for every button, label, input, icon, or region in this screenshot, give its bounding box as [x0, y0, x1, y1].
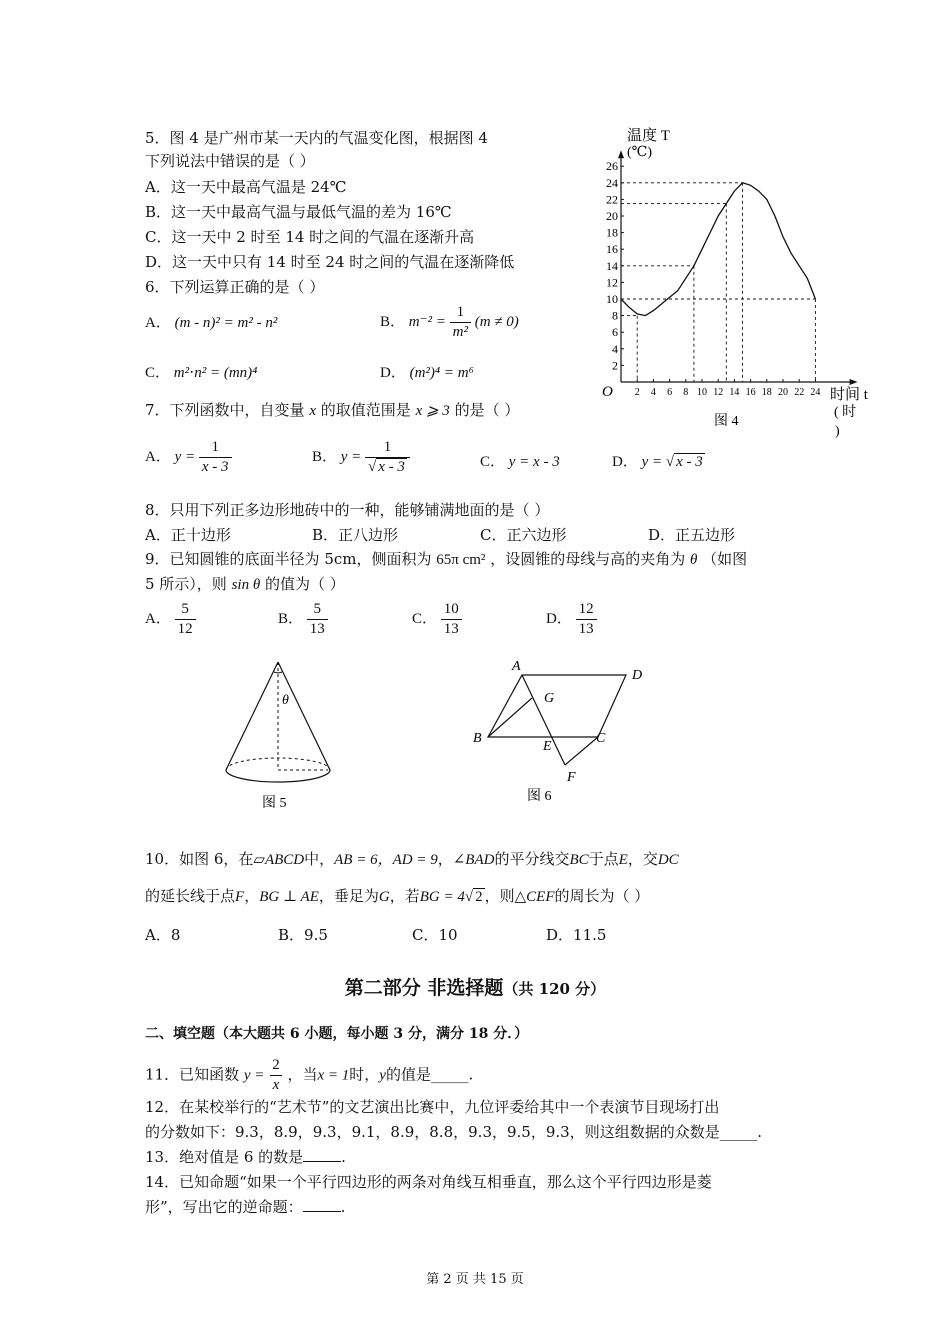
- q8-option-a: A．正十边形: [145, 526, 231, 544]
- q9-stem2-b: 的值为（ ）: [265, 575, 345, 593]
- q5-stem-line2: 下列说法中错误的是（ ）: [145, 152, 315, 170]
- q6-b-label: B．: [380, 313, 406, 330]
- q9-b-den: 13: [307, 619, 328, 637]
- fig4-x-tick-label: 14: [729, 387, 740, 398]
- fig4-y-tick-label: 26: [606, 159, 618, 174]
- fig6-label-f: F: [567, 770, 576, 785]
- q10-option-a: A．8: [145, 926, 181, 944]
- q7-c-expr: y = x - 3: [508, 454, 560, 470]
- q10-l2-j: △CEF: [514, 889, 555, 905]
- fig4-y-tick-label: 18: [606, 225, 618, 240]
- q10-l1-f: ∠BAD: [452, 852, 495, 868]
- q7-c-label: C．: [480, 454, 506, 470]
- fig6-label-c: C: [596, 731, 606, 746]
- q9-a-den: 12: [175, 619, 196, 637]
- q10-l2-c: ，: [244, 887, 260, 905]
- part2-title-main: 第二部分 非选择题: [344, 977, 504, 999]
- part2-title-sub: （共 120 分）: [503, 980, 606, 998]
- q7-option-a: [145, 440, 232, 475]
- q10-l2-h: BG = 4: [419, 889, 465, 905]
- q10-l1-k: ，交: [627, 850, 658, 868]
- q6-option-b: [380, 305, 519, 340]
- q6-b-num: 1: [456, 304, 465, 320]
- q7-var: x: [309, 403, 316, 419]
- q7-d-lhs: y =: [641, 454, 663, 470]
- q10-l2-a: 的延长线于点: [145, 887, 236, 905]
- q14-line2: [145, 1197, 345, 1217]
- fig6-caption: 图 6: [527, 789, 552, 804]
- q10-l2-f: G: [378, 889, 390, 905]
- q6-c-expr: m²⋅n² = (mn)⁴: [173, 365, 258, 381]
- q11-d: 的值是_____.: [385, 1065, 474, 1084]
- q7-stem-b: 的取值范围是: [320, 401, 411, 419]
- q8-option-b: B．正八边形: [312, 526, 399, 544]
- q10-line1: [145, 849, 679, 870]
- q14-l2b: .: [340, 1198, 346, 1216]
- q14-line1: 14．已知命题“如果一个平行四边形的两条对角线互相垂直，那么这个平行四边形是菱: [145, 1173, 712, 1191]
- q9-stem1-c: ，设圆锥的母线与高的夹角为: [490, 550, 686, 568]
- q9-a-label: A．: [145, 610, 171, 627]
- q7-d-rad: x - 3: [676, 454, 703, 470]
- q7-stem: [145, 400, 519, 421]
- q7-a-lhs: y =: [174, 448, 196, 465]
- q7-d-label: D．: [612, 454, 638, 470]
- fig4-x-tick-label: 4: [650, 387, 656, 398]
- q7-b-fraction: [365, 440, 410, 475]
- q6-b-lhs: m⁻² =: [408, 313, 446, 330]
- q11-den: x: [270, 1075, 283, 1093]
- cone-angle-arc: [274, 672, 282, 673]
- q11-fraction: [269, 1058, 283, 1093]
- q5-option-b: B．这一天中最高气温与最低气温的差为 16℃: [145, 203, 452, 221]
- q10-l2-g: ，若: [389, 887, 420, 905]
- fig4-y-tick-label: 22: [606, 192, 618, 207]
- q7-a-den: x - 3: [199, 457, 232, 475]
- part2-title: [0, 973, 950, 1000]
- q9-stem1-a: 9．已知圆锥的底面半径为 5cm，侧面积为: [145, 550, 432, 568]
- fig4-x-tick-label: 18: [761, 387, 772, 398]
- q9-d-fraction: [576, 602, 597, 637]
- fig6-label-d: D: [632, 668, 643, 683]
- fig4-x-label: 时间 t: [830, 387, 868, 403]
- fig4-caption: 图 4: [714, 414, 739, 429]
- fig4-y-tick-label: 12: [606, 275, 618, 290]
- fig4-x-tick-label: 10: [697, 387, 707, 398]
- q6-d-expr: (m²)⁴ = m⁶: [409, 365, 474, 381]
- figure-4-temperature-chart: [590, 120, 890, 440]
- q5-option-d: D．这一天中只有 14 时至 24 时之间的气温在逐渐降低: [145, 253, 515, 271]
- q7-b-den: x - 3: [378, 459, 405, 475]
- figure-6-parallelogram: [470, 655, 660, 805]
- q10-l2-b: F: [235, 889, 245, 905]
- q9-d-label: D．: [546, 610, 572, 627]
- fig4-y-arrow: [618, 150, 624, 158]
- segment-cf: [565, 737, 598, 765]
- fig4-x-tick-label: 20: [778, 387, 788, 398]
- fig6-label-e: E: [543, 739, 552, 754]
- q11-cond: x = 1: [317, 1067, 350, 1084]
- q6-c-label: C．: [145, 365, 171, 381]
- q6-b-fraction: [450, 305, 471, 340]
- fig4-temperature-series-line: [621, 183, 815, 316]
- q10-l1-e: ，: [437, 850, 453, 868]
- q10-l2-k: 的周长为（ ）: [554, 887, 650, 905]
- fig5-theta: θ: [282, 693, 289, 708]
- q9-theta: θ: [690, 552, 698, 568]
- cone-left-slant: [226, 662, 278, 770]
- q5-option-c: C．这一天中 2 时至 14 时之间的气温在逐渐升高: [145, 228, 475, 246]
- q10-l1-h: BC: [569, 852, 589, 868]
- q6-option-c: [145, 363, 257, 383]
- fig4-x-tick-label: 6: [667, 387, 673, 398]
- fig4-x-tick-label: 22: [794, 387, 805, 398]
- q10-l2-d: BG ⊥ AE: [259, 889, 319, 905]
- q6-b-rhs: (m ≠ 0): [474, 313, 519, 330]
- fig4-y-tick-label: 6: [612, 325, 618, 340]
- q9-b-num: 5: [313, 601, 322, 617]
- q10-l1-g: 的平分线交: [494, 850, 570, 868]
- q10-option-c: C．10: [412, 926, 458, 944]
- fig4-x-tick-label: 12: [713, 387, 724, 398]
- q9-stem2-a: 5 所示），则: [145, 575, 227, 593]
- q9-option-d: [546, 602, 597, 637]
- fig4-x-tick-label: 8: [683, 387, 689, 398]
- cone-right-slant: [278, 662, 330, 770]
- q7-a-label: A．: [145, 448, 171, 465]
- q9-option-a: [145, 602, 196, 637]
- q7-stem-a: 7．下列函数中，自变量: [145, 401, 305, 419]
- q9-option-c: [412, 602, 462, 637]
- fig4-y-tick-label: 16: [606, 242, 618, 257]
- q9-c-num: 10: [443, 601, 459, 617]
- q9-c-den: 13: [441, 619, 462, 637]
- q11-b: ，当: [287, 1065, 318, 1084]
- q10-l1-a: 10．如图 6，在: [145, 850, 254, 868]
- q10-option-b: B．9.5: [278, 926, 328, 944]
- q6-b-den: m²: [450, 322, 471, 340]
- fig4-y-tick-label: 4: [612, 341, 618, 356]
- q6-a-expr: (m - n)² = m² - n²: [174, 315, 278, 331]
- q10-line2: 的延长线于点F，BG ⊥ AE，垂足为G，若BG = 4√ 2 ，则△CEF的周长为（ ）: [145, 887, 650, 905]
- q6-stem: 6．下列运算正确的是（ ）: [145, 278, 325, 296]
- fig4-tick-labels: [606, 159, 820, 398]
- q7-option-b: [312, 440, 410, 475]
- q9-sin: sin θ: [231, 577, 261, 593]
- q8-stem: 8．只用下列正多边形地砖中的一种，能够铺满地面的是（ ）: [145, 501, 550, 519]
- q13-blank: [303, 1147, 341, 1162]
- q14-blank: [303, 1197, 341, 1212]
- fig6-label-a: A: [512, 659, 521, 674]
- q10-l1-b: ▱ABCD: [253, 852, 305, 868]
- q9-stem-line2: [145, 574, 345, 595]
- q12-line2: 的分数如下：9.3，8.9，9.3，9.1，8.9，8.8，9.3，9.5，9.3，则这组数据的众数是_____.: [145, 1123, 762, 1141]
- fig4-y-unit: (℃): [627, 145, 652, 160]
- q12-line1: 12．在某校举行的“艺术节”的文艺演出比赛中，九位评委给其中一个表演节目现场打出: [145, 1098, 720, 1116]
- q7-option-d: D． y = √ x - 3: [612, 454, 703, 470]
- q9-d-num: 12: [578, 601, 594, 617]
- segment-bg: [488, 698, 532, 737]
- q9-stem1-d: （如图: [702, 550, 748, 568]
- q10-l2-rad: 2: [475, 889, 483, 905]
- q10-l1-d: AB = 6，AD = 9: [334, 852, 438, 868]
- q8-option-c: C．正六边形: [480, 526, 567, 544]
- q11-lhs: y =: [243, 1067, 265, 1084]
- fig4-guide-lines: [621, 183, 815, 382]
- q10-l1-j: E: [618, 852, 628, 868]
- parallelogram-abcd: [488, 675, 626, 737]
- q7-option-c: [480, 452, 560, 472]
- fig4-y-label: 温度 T: [627, 128, 670, 144]
- q10-l2-i: ，则: [484, 887, 515, 905]
- page-footer: 第 2 页 共 15 页: [426, 1272, 524, 1287]
- fig4-y-tick-label: 8: [612, 308, 618, 323]
- q7-a-num: 1: [211, 439, 219, 455]
- fig4-x-unit-2: ): [835, 424, 840, 439]
- q7-stem-c: 的是（ ）: [454, 401, 520, 419]
- fig4-y-tick-label: 10: [606, 292, 618, 306]
- q7-b-num: 1: [383, 439, 392, 455]
- q13-b: .: [341, 1148, 346, 1166]
- q7-b-lhs: y =: [340, 448, 362, 465]
- q8-option-d: D．正五边形: [648, 526, 736, 544]
- q6-a-label: A．: [145, 315, 171, 331]
- q7-a-fraction: [199, 440, 232, 475]
- q10-option-d: D．11.5: [546, 926, 607, 944]
- q5-stem-line1: 5．图 4 是广州市某一天内的气温变化图，根据图 4: [145, 129, 488, 147]
- q11-var: y: [379, 1067, 386, 1084]
- q9-b-label: B．: [278, 610, 304, 627]
- fig5-caption: 图 5: [262, 796, 287, 811]
- fig6-label-b: B: [473, 731, 482, 746]
- fig4-origin: O: [602, 384, 613, 400]
- q9-option-b: [278, 602, 328, 637]
- section2-heading: 二、填空题（本大题共 6 小题，每小题 3 分，满分 18 分．）: [145, 1026, 529, 1042]
- fig4-x-tick-label: 2: [634, 387, 640, 398]
- q10-l1-l: DC: [657, 852, 679, 868]
- q11-a: 11．已知函数: [145, 1065, 240, 1084]
- q6-option-a: [145, 313, 277, 333]
- q9-c-label: C．: [412, 610, 438, 627]
- fig4-x-tick-label: 24: [810, 387, 821, 398]
- q10-l1-i: 于点: [588, 850, 619, 868]
- q14-l2a: 形”，写出它的逆命题：: [145, 1198, 303, 1216]
- q9-d-den: 13: [576, 619, 597, 637]
- fig6-label-g: G: [544, 691, 555, 706]
- q7-b-label: B．: [312, 448, 338, 465]
- q11-c: 时，: [349, 1065, 380, 1084]
- q11-num: 2: [272, 1057, 280, 1073]
- q5-option-a: A．这一天中最高气温是 24℃: [145, 178, 347, 196]
- q9-b-fraction: [307, 602, 328, 637]
- q10-l2-e: ，垂足为: [318, 887, 379, 905]
- q9-stem1-b: 65π cm²: [436, 552, 486, 568]
- q9-a-num: 5: [181, 601, 189, 617]
- q11: [145, 1058, 473, 1093]
- fig4-x-tick-label: 16: [745, 387, 756, 398]
- fig4-y-tick-label: 20: [606, 209, 618, 223]
- fig4-y-tick-label: 2: [612, 358, 618, 373]
- fig4-y-tick-label: 24: [606, 175, 618, 190]
- q6-option-d: [380, 363, 474, 383]
- q13-a: 13．绝对值是 6 的数是: [145, 1148, 304, 1166]
- q7-cond: x ⩾ 3: [415, 403, 450, 419]
- figure-5-cone: [220, 660, 340, 820]
- fig4-x-arrow: [850, 379, 858, 385]
- fig4-x-unit-1: ( 时: [834, 405, 857, 420]
- fig4-axes: [618, 150, 858, 385]
- q10-l1-c: 中，: [304, 850, 335, 868]
- q9-a-fraction: [175, 602, 196, 637]
- fig4-y-tick-label: 14: [606, 258, 618, 273]
- q7-b-den-wrap: √ x - 3: [365, 457, 410, 475]
- q9-c-fraction: [441, 602, 462, 637]
- cone-base-front: [226, 770, 330, 782]
- q6-d-label: D．: [380, 365, 406, 381]
- q13: [145, 1147, 346, 1167]
- q9-stem-line1: [145, 549, 747, 570]
